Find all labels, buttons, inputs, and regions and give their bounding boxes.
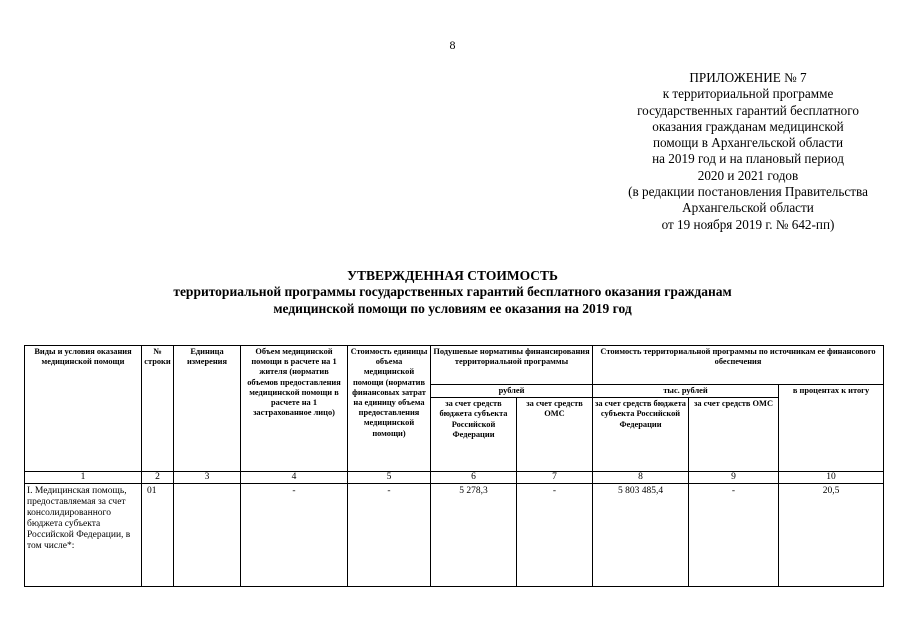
row-unit <box>174 484 241 587</box>
column-number: 5 <box>348 472 431 484</box>
row-per-capita-oms: - <box>517 484 593 587</box>
header-row-number: № строки <box>142 346 174 472</box>
row-code: 01 <box>142 484 174 587</box>
row-cost-budget: 5 803 485,4 <box>593 484 689 587</box>
appendix-line: Архангельской области <box>682 200 814 216</box>
cost-table <box>24 345 884 587</box>
header-unit-cost: Стоимость единицы объема медицинской помощи (норматив финансовых затрат на единицу объема предоставления медицинской помощи) <box>348 346 431 472</box>
title-line: территориальной программы государственных гарантий бесплатного оказания гражданам <box>173 284 732 300</box>
appendix-block <box>598 70 898 233</box>
header-thous-rub: тыс. рублей <box>593 385 779 398</box>
header-per-capita-budget: за счет средств бюджета субъекта Российской Федерации <box>431 398 517 472</box>
title-line: УТВЕРЖДЕННАЯ СТОИМОСТЬ <box>347 268 558 283</box>
header-cost-budget: за счет средств бюджета субъекта Российской Федерации <box>593 398 689 472</box>
header-per-capita: Подушевые нормативы финансирования территориальной программы <box>431 346 593 385</box>
column-number: 10 <box>779 472 884 484</box>
appendix-line: 2020 и 2021 годов <box>697 167 799 183</box>
column-numbers-row <box>25 472 884 484</box>
header-kind: Виды и условия оказания медицинской помощи <box>25 346 142 472</box>
column-number: 9 <box>689 472 779 484</box>
row-cost-oms: - <box>689 484 779 587</box>
column-number: 2 <box>142 472 174 484</box>
row-volume: - <box>241 484 348 587</box>
header-volume: Объем медицинской помощи в расчете на 1 жителя (норматив объемов предоставления медицинской помощи в расчете на 1 застрахованное лицо) <box>241 346 348 472</box>
header-cost-oms: за счет средств ОМС <box>689 398 779 472</box>
appendix-line: от 19 ноября 2019 г. № 642-пп) <box>661 216 835 232</box>
column-number: 1 <box>25 472 142 484</box>
appendix-line: помощи в Архангельской области <box>652 135 844 151</box>
column-number: 4 <box>241 472 348 484</box>
appendix-line: государственных гарантий бесплатного <box>637 102 859 118</box>
page-number: 8 <box>449 38 456 52</box>
header-percent: в процентах к итогу <box>779 385 884 472</box>
appendix-line: к территориальной программе <box>662 86 834 102</box>
table-row <box>25 484 884 587</box>
header-unit: Единица измерения <box>174 346 241 472</box>
appendix-line: оказания гражданам медицинской <box>652 118 844 134</box>
column-number: 6 <box>431 472 517 484</box>
header-program-cost: Стоимость территориальной программы по источникам ее финансового обеспечения <box>593 346 884 385</box>
row-percent: 20,5 <box>779 484 884 587</box>
title-line: медицинской помощи по условиям ее оказания на 2019 год <box>273 300 632 316</box>
row-name: I. Медицинская помощь, предоставляемая за счет консолидированного бюджета субъекта Российской Федерации, в том числе*: <box>25 484 142 587</box>
row-per-capita-budget: 5 278,3 <box>431 484 517 587</box>
column-number: 8 <box>593 472 689 484</box>
appendix-line: (в редакции постановления Правительства <box>628 184 868 200</box>
column-number: 3 <box>174 472 241 484</box>
header-per-capita-oms: за счет средств ОМС <box>517 398 593 472</box>
appendix-line: на 2019 год и на плановый период <box>652 151 844 167</box>
document-title <box>0 268 905 317</box>
header-rub: рублей <box>431 385 593 398</box>
row-unit-cost: - <box>348 484 431 587</box>
column-number: 7 <box>517 472 593 484</box>
appendix-line: ПРИЛОЖЕНИЕ № 7 <box>689 70 807 85</box>
